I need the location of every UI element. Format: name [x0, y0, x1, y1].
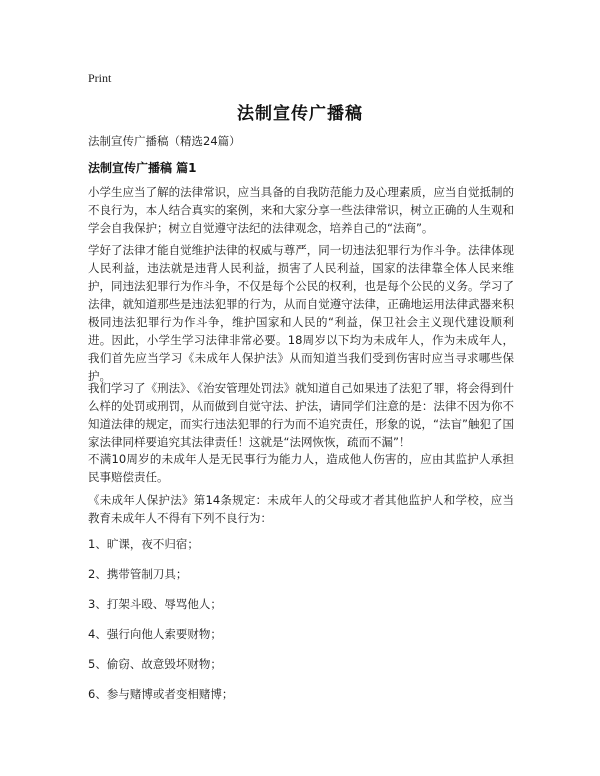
paragraph: 小学生应当了解的法律常识，应当具备的自我防范能力及心理素质，应当自觉抵制的不良行为，本人结合真实的案例，来和大家分享一些法律常识，树立正确的人生观和学会自我保护；树立自觉遵守法纪的法律观念，培养自己的“法商”。 — [88, 185, 514, 235]
paragraph: 学好了法律才能自觉维护法律的权威与尊严，同一切违法犯罪行为作斗争。法律体现人民利益，违法就是违背人民利益，损害了人民利益，国家的法律靠全体人民来维护，同违法犯罪行为作斗争，不仅是每个公民的权利，也是每个公民的义务。学习了法律，就知道那些是违法犯罪的行为，从而自觉遵守法律，正确地运用法律武器来积极同违法犯罪行为作斗争，维护国家和人民的“利益，保卫社会主义现代建设顺利进。因此，小学生学习法律非常必要。18周岁以下均为未成年人，作为未成年人，我们首先应当学习《未成年人保护法》从而知道当我们受到伤害时应当寻求哪些保护。 — [88, 243, 514, 383]
list-item: 3、打架斗殴、辱骂他人； — [88, 597, 222, 611]
list-item: 2、携带管制刀具； — [88, 567, 188, 581]
list-item: 1、旷课，夜不归宿； — [88, 537, 199, 551]
list-item: 6、参与赌博或者变相赌博； — [88, 687, 234, 701]
page-title: 法制宣传广播稿 — [237, 104, 363, 124]
list-item: 4、强行向他人索要财物； — [88, 627, 222, 641]
paragraph: 《未成年人保护法》第14条规定：未成年人的父母或才者其他监护人和学校，应当教育未成年人不得有下列不良行为： — [88, 493, 514, 525]
section-heading: 法制宣传广播稿 篇1 — [88, 161, 197, 175]
list-item: 5、偷窃、故意毁坏财物； — [88, 657, 222, 671]
paragraph: 我们学习了《刑法》、《治安管理处罚法》就知道自己如果违了法犯了罪，将会得到什么样的处罚或刑罚，从而做到自觉守法、护法，请同学们注意的是：法律不因为你不知道法律的规定，而实行违法犯罪的行为而不追究责任，形象的说，“法盲”触犯了国家法律同样要追究其法律责任！这就是“法网恢恢，疏而不漏”！ — [88, 381, 514, 449]
document-subtitle: 法制宣传广播稿（精选24篇） — [88, 134, 241, 148]
paragraph: 不满10周岁的未成年人是无民事行为能力人，造成他人伤害的，应由其监护人承担民事赔偿责任。 — [88, 452, 514, 484]
print-label: Print — [88, 71, 112, 85]
